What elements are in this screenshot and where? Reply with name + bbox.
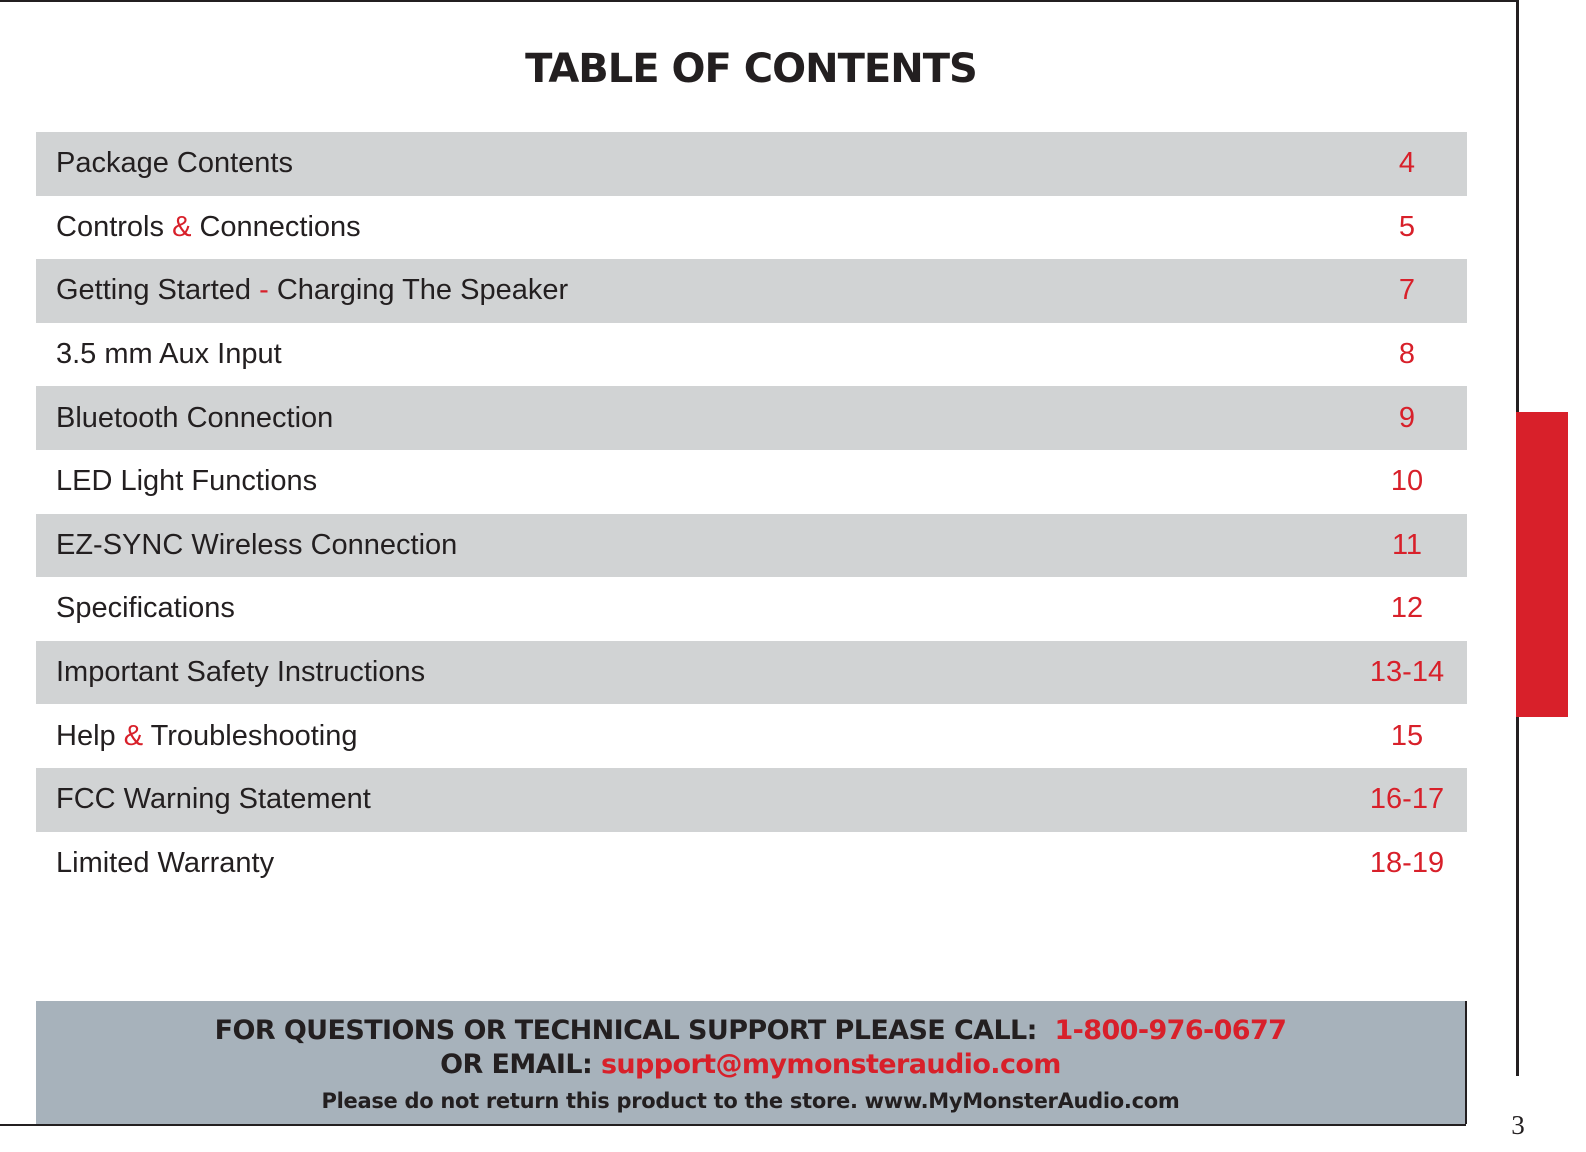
toc-page-number: 10 <box>1390 465 1424 498</box>
toc-label: EZ-SYNC Wireless Connection <box>56 528 458 561</box>
toc-row-aux-input[interactable] <box>36 323 1467 387</box>
toc-page-number: 9 <box>1398 401 1416 434</box>
support-email-link[interactable]: support@mymonsteraudio.com <box>600 1049 1061 1080</box>
toc-row-safety-instructions[interactable] <box>36 641 1467 705</box>
toc-label: Specifications <box>56 592 235 625</box>
toc-row-limited-warranty[interactable] <box>36 832 1467 896</box>
toc-label-part: Connections <box>199 210 361 243</box>
toc-label-separator: & <box>123 719 144 752</box>
top-border-rule <box>0 0 1519 2</box>
toc-page-number: 4 <box>1398 147 1416 180</box>
toc-label <box>56 720 358 753</box>
toc-label-part: Charging The Speaker <box>276 274 569 307</box>
bottom-border-rule <box>0 1124 1466 1126</box>
toc-row-led-light-functions[interactable] <box>36 450 1467 514</box>
support-call-text: FOR QUESTIONS OR TECHNICAL SUPPORT PLEASE CALL: <box>214 1015 1037 1046</box>
toc-row-help-troubleshooting[interactable] <box>36 704 1467 768</box>
support-phone-link[interactable]: 1-800-976-0677 <box>1054 1015 1287 1046</box>
toc-page-number: 13-14 <box>1369 656 1445 689</box>
toc-label-part: Controls <box>56 210 164 243</box>
toc-row-bluetooth-connection[interactable] <box>36 386 1467 450</box>
toc-row-getting-started[interactable] <box>36 259 1467 323</box>
toc-row-controls-connections[interactable] <box>36 196 1467 260</box>
toc-page-number: 16-17 <box>1369 783 1445 816</box>
toc-row-ez-sync[interactable] <box>36 514 1467 578</box>
toc-label: 3.5 mm Aux Input <box>56 338 282 371</box>
toc-label-separator: - <box>259 274 269 307</box>
toc-page-number: 7 <box>1398 274 1416 307</box>
toc-label-part: Troubleshooting <box>150 719 358 752</box>
support-email-text: OR EMAIL: <box>440 1049 593 1080</box>
toc-label: Bluetooth Connection <box>56 401 334 434</box>
toc-page-number: 15 <box>1390 719 1424 752</box>
toc-row-specifications[interactable] <box>36 577 1467 641</box>
toc-label: LED Light Functions <box>56 465 318 498</box>
page-number: 3 <box>1511 1110 1525 1140</box>
toc-label: Package Contents <box>56 147 293 180</box>
support-note: Please do not return this product to the store. www.MyMonsterAudio.com <box>321 1089 1180 1113</box>
toc-row-package-contents[interactable] <box>36 132 1467 196</box>
table-of-contents <box>36 132 1467 895</box>
toc-label: FCC Warning Statement <box>56 783 371 816</box>
toc-page-number: 5 <box>1398 210 1416 243</box>
toc-label <box>56 211 361 244</box>
toc-page-number: 11 <box>1391 528 1423 561</box>
support-call-line <box>36 1015 1465 1046</box>
toc-label-part: Getting Started <box>56 274 252 307</box>
toc-label: Important Safety Instructions <box>56 656 426 689</box>
toc-page-number: 12 <box>1390 592 1424 625</box>
toc-label: Limited Warranty <box>56 846 275 879</box>
section-side-tab <box>1516 412 1568 717</box>
toc-label-separator: & <box>172 210 192 243</box>
support-info-box <box>36 1001 1467 1124</box>
page-title: TABLE OF CONTENTS <box>525 46 977 92</box>
toc-row-fcc-warning[interactable] <box>36 768 1467 832</box>
toc-page-number: 8 <box>1398 338 1416 371</box>
toc-label-part: Help <box>56 719 116 752</box>
support-email-line <box>36 1049 1465 1080</box>
toc-page-number: 18-19 <box>1369 846 1445 879</box>
toc-label <box>56 274 568 307</box>
